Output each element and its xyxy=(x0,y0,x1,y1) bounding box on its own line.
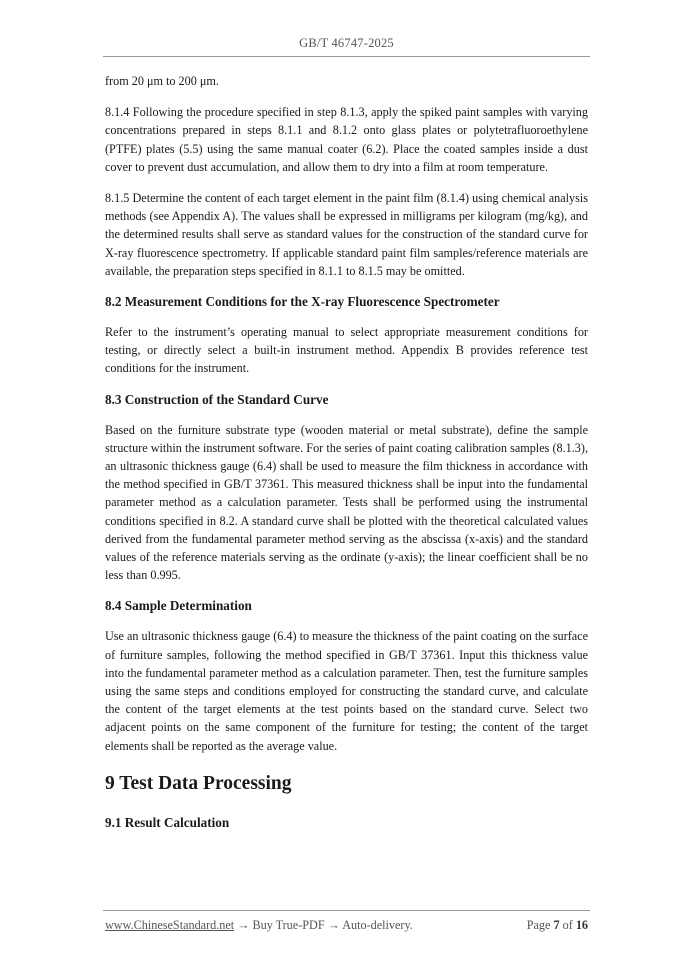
paragraph-intro: from 20 μm to 200 μm. xyxy=(105,74,219,88)
site-link[interactable]: www.ChineseStandard.net xyxy=(105,918,235,932)
page-number: 7 xyxy=(553,918,560,932)
page-content xyxy=(105,72,588,844)
paragraph-8-1-4: 8.1.4 Following the procedure specified in step 8.1.3, apply the spiked paint samples with varying concentrations prepared in steps 8.1.1 and 8.1.2 onto glass plates or polytetrafluoroethylene (PTFE) plates (5.5) using the same manual coater (6.2). Place the coated samples inside a dust cover to prevent dust accumulation, and allow them to dry into a film at room temperature. xyxy=(105,105,588,174)
page-indicator xyxy=(527,918,588,933)
of-label: of xyxy=(562,918,573,932)
paragraph-8-4: Use an ultrasonic thickness gauge (6.4) to measure the thickness of the paint coating on the surface of furniture samples, following the method specified in GB/T 37361. Input this thickness value into the fundamental parameter method as a calculation parameter. Then, test the furniture samples using the same steps and conditions employed for constructing the standard curve, and calculate the content of the target elements at the test points based on the standard curve. Select two adjacent points on the same component of the furniture for testing; the content of the target elements shall be reported as the average value. xyxy=(105,629,588,753)
arrow-right-icon: → xyxy=(234,918,253,932)
header-rule xyxy=(103,56,590,57)
paragraph-8-1-5: 8.1.5 Determine the content of each target element in the paint film (8.1.4) using chemical analysis methods (see Appendix A). The values shall be expressed in milligrams per kilogram (mg/kg), and the determined results shall serve as standard values for the construction of the standard curve for X-ray fluorescence spectrometry. If applicable standard paint film samples/reference materials are available, the preparation steps specified in 8.1.1 to 8.1.5 may be omitted. xyxy=(105,191,588,278)
paragraph-8-3: Based on the furniture substrate type (wooden material or metal substrate), define the sample structure within the instrument software. For the series of paint coating calibration samples (8.1.3), an ultrasonic thickness gauge (6.4) shall be used to measure the film thickness in accordance with the method specified in GB/T 37361. This measured thickness shall be input into the fundamental parameter method as a calculation parameter. Tests shall be performed using the instrumental conditions specified in 8.2. A standard curve shall be plotted with the theoretical calculated values derived from the fundamental parameter method serving as the abscissa (x-axis) and the standard values of the reference materials serving as the ordinate (y-axis); the linear coefficient shall be no less than 0.995. xyxy=(105,422,588,583)
heading-9: 9 Test Data Processing xyxy=(105,772,292,794)
heading-8-4: 8.4 Sample Determination xyxy=(105,598,252,614)
heading-8-2: 8.2 Measurement Conditions for the X-ray Fluorescence Spectrometer xyxy=(105,294,500,310)
auto-delivery-text: Auto-delivery. xyxy=(342,918,413,932)
footer-links xyxy=(105,918,413,933)
page-total: 16 xyxy=(575,918,588,932)
paragraph-8-2: Refer to the instrument’s operating manual to select appropriate measurement conditions for testing, or directly select a built-in instrument method. Appendix B provides reference test conditions for the instrument. xyxy=(105,325,588,376)
header-title: GB/T 46747-2025 xyxy=(299,36,394,50)
footer-rule xyxy=(103,910,590,911)
heading-9-1: 9.1 Result Calculation xyxy=(105,814,230,830)
heading-8-3: 8.3 Construction of the Standard Curve xyxy=(105,391,329,407)
buy-pdf-link[interactable]: Buy True-PDF xyxy=(252,918,325,932)
page-label: Page xyxy=(526,918,551,932)
arrow-right-icon: → xyxy=(324,918,343,932)
